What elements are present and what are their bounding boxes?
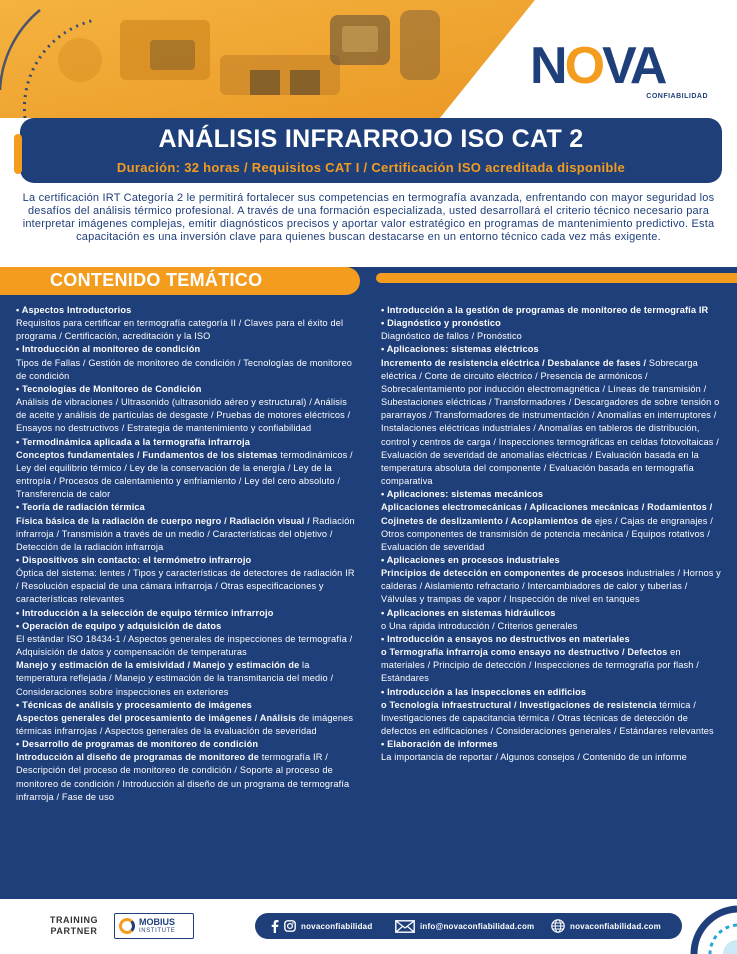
intro-paragraph: La certificación IRT Categoría 2 le permitirá fortalecer sus competencias en termografía avanzada, enfrentando con mayor seguridad los desafíos del análisis térmico profesional. A través de una formación especializada, usted desarrollará el criterio técnico necesario para interpretar imágenes complejas, emitir diagnósticos precisos y aportar valor estratégico en programas de mantenimiento predictivo. Esta capacitación es una inversión clave para quienes buscan destacarse en un entorno técnico cada vez más exigente. xyxy=(22,192,715,243)
topic-subheading: o Tecnología infraestructural / Investigaciones de resistencia xyxy=(381,699,657,710)
topic-item xyxy=(16,343,358,382)
topic-heading: • Diagnóstico y pronóstico xyxy=(381,318,501,329)
topic-item xyxy=(16,304,358,343)
topic-text: Análisis de vibraciones / Ultrasonido (ultrasonido aéreo y estructural) / Análisis de aceite y análisis de partículas de desgaste / Pruebas de motores eléctricos / Ensayos no destructivos / Estrategia de mantenimiento y confiabilidad xyxy=(16,397,351,434)
section-title: CONTENIDO TEMÁTICO xyxy=(50,270,263,290)
mobius-logo xyxy=(114,913,194,939)
topic-text: en materiales / Principio de detección / Inspecciones de termografía por flash / Estándares xyxy=(381,647,699,684)
topic-item xyxy=(16,738,358,804)
logo-wordmark: NOVA xyxy=(530,37,665,95)
topic-subheading: Introducción al diseño de programas de monitoreo de xyxy=(16,752,259,763)
topic-heading: • Introducción a la selección de equipo térmico infrarrojo xyxy=(16,607,274,618)
topic-text: Diagnóstico de fallos / Pronóstico xyxy=(381,331,522,342)
email-address: info@novaconfiabilidad.com xyxy=(420,921,535,931)
topic-text: La importancia de reportar / Algunos consejos / Contenido de un informe xyxy=(381,752,687,763)
topic-item xyxy=(16,383,358,436)
section-divider xyxy=(376,273,737,283)
topic-text: o Una rápida introducción / Criterios generales xyxy=(381,620,578,631)
content-column-right xyxy=(381,304,725,764)
topic-heading: • Introducción a las inspecciones en edificios xyxy=(381,686,587,697)
topic-item xyxy=(16,607,358,620)
topic-item xyxy=(381,317,725,343)
topic-subheading: Física básica de la radiación de cuerpo negro / Radiación visual / xyxy=(16,515,310,526)
topic-text: de imágenes térmicas infrarrojas / Aspectos generales de la evaluación de severidad xyxy=(16,712,354,736)
topic-text: Radiación infrarroja / Transmisión a través de un medio / Características del objetivo / Detección de la radiación infrarroja xyxy=(16,515,355,552)
hero-banner xyxy=(0,0,737,118)
topic-item xyxy=(381,488,725,554)
topic-subheading: Incremento de resistencia eléctrica / Desbalance de fases / xyxy=(381,357,647,368)
topic-text: térmica / Investigaciones de capacitancia térmica / Otras técnicas de detección de defectos en edificaciones / Consideraciones generales / Estándares relevantes xyxy=(381,699,714,736)
logo-tagline: CONFIABILIDAD xyxy=(646,93,708,100)
mobius-sub: INSTITUTE xyxy=(139,928,176,934)
envelope-icon xyxy=(395,920,415,933)
topic-item xyxy=(16,699,358,738)
contact-bar xyxy=(255,913,682,939)
topic-text: termografía IR / Descripción del proceso de monitoreo de condición / Soporte al proceso de monitoreo de condición / Introducción al diseño de un programa de termografía infrarroja / Fase de uso xyxy=(16,752,350,802)
topic-text: El estándar ISO 18434-1 / Aspectos generales de inspecciones de termografía / Adquisición de datos y compensación de temperaturas xyxy=(16,633,353,658)
topic-subheading: o Termografía infrarroja como ensayo no destructivo / Defectos xyxy=(381,647,668,658)
topic-subheading: Aspectos generales del procesamiento de imágenes / Análisis xyxy=(16,712,297,723)
topic-subheading: Aplicaciones electromecánicas / Aplicaciones mecánicas / Rodamientos / Cojinetes de deslizamiento / Acoplamientos de xyxy=(381,502,713,526)
website-link[interactable] xyxy=(551,919,661,933)
topic-text: la temperatura reflejada / Manejo y estimación de la transmitancia del medio / Consideraciones sobre inspecciones en exteriores xyxy=(16,660,334,697)
content-column-left xyxy=(16,304,358,804)
topic-item xyxy=(16,436,358,502)
page-subtitle: Duración: 32 horas / Requisitos CAT I / Certificación ISO acreditada disponible xyxy=(116,160,626,175)
social-handle: novaconfiabilidad xyxy=(301,921,373,931)
topic-text: Tipos de Fallas / Gestión de monitoreo de condición / Tecnologías de monitoreo de condición xyxy=(16,357,353,381)
topic-heading: • Aspectos Introductorios xyxy=(16,305,132,315)
topic-subheading: Manejo y estimación de la emisividad / Manejo y estimación de xyxy=(16,660,300,671)
topic-subheading: Conceptos fundamentales / Fundamentos de los sistemas xyxy=(16,449,278,460)
topic-heading: • Aplicaciones: sistemas eléctricos xyxy=(381,344,539,355)
corner-decoration xyxy=(688,905,737,954)
topic-item xyxy=(16,501,358,554)
topic-item xyxy=(381,633,725,686)
topic-item xyxy=(381,304,725,317)
social-link[interactable] xyxy=(271,919,372,933)
topic-item xyxy=(381,554,725,607)
topic-heading: • Dispositivos sin contacto: el termómetro infrarrojo xyxy=(16,554,252,565)
topic-subheading: Principios de detección en componentes de procesos xyxy=(381,568,624,579)
instagram-icon xyxy=(284,920,296,932)
page-title: ANÁLISIS INFRARROJO ISO CAT 2 xyxy=(158,125,584,153)
topic-heading: • Aplicaciones en sistemas hidráulicos xyxy=(381,607,556,618)
mobius-name: MOBIUS xyxy=(139,917,175,927)
topic-heading: • Tecnologías de Monitoreo de Condición xyxy=(16,383,202,394)
topic-heading: • Operación de equipo y adquisición de datos xyxy=(16,620,222,631)
topic-heading: • Desarrollo de programas de monitoreo de condición xyxy=(16,739,259,750)
website-url: novaconfiabilidad.com xyxy=(570,921,661,931)
topic-item xyxy=(381,607,725,633)
topic-text: Requisitos para certificar en termografía categoría II / Claves para el éxito del programa / Certificación, acreditación y la ISO xyxy=(16,318,344,342)
topic-text: ejes / Cajas de engranajes / Otros componentes de transmisión de potencia mecánica / Equipos rotativos / Evaluación de severidad xyxy=(381,515,713,552)
topic-item xyxy=(381,738,725,764)
topic-text: industriales / Hornos y calderas / Aislamiento refractario / Intercambiadores de calor y tuberías / Válvulas y trampas de vapor / Inspección de nivel en tanques xyxy=(381,568,721,605)
facebook-icon xyxy=(271,920,279,933)
topic-heading: • Introducción al monitoreo de condición xyxy=(16,344,201,355)
topic-heading: • Introducción a la gestión de programas de monitoreo de termografía IR xyxy=(381,305,709,315)
topic-item xyxy=(16,554,358,607)
topic-item xyxy=(16,620,358,659)
email-link[interactable] xyxy=(395,919,534,933)
topic-item xyxy=(381,686,725,739)
nova-logo xyxy=(530,38,720,104)
topic-heading: • Elaboración de informes xyxy=(381,739,498,750)
topic-text: Sobrecarga eléctrica / Corte de circuito eléctrico / Presencia de armónicos / Sobrecalentamiento por inducción electromagnética / Líneas de transmisión / Subestaciones eléctricas / Transformadores / Descargadores de sobre tensión o pararrayos / Transformadores de instrumentación / Anomalías en interruptores / Instalaciones eléctricas industriales / Anomalías en tableros de distribución, control y centros de carga / Inspecciones termográficas en celdas fotovoltaicas / Evaluación de severidad de anomalías eléctricas / Evaluación basada en la temperatura absoluta del componente / Evaluación basada en termografía comparativa xyxy=(381,357,720,487)
topic-heading: • Aplicaciones: sistemas mecánicos xyxy=(381,489,544,500)
topic-heading: • Introducción a ensayos no destructivos en materiales xyxy=(381,633,630,644)
topic-text: termodinámicos / Ley del equilibrio térmico / Ley de la conservación de la energía / Ley de la entropía / Procesos de calentamiento y enfriamiento / Ley del cero absoluto / Transferencia de calor xyxy=(16,449,353,500)
topic-heading: • Aplicaciones en procesos industriales xyxy=(381,554,560,565)
topic-heading: • Termodinámica aplicada a la termografía infrarroja xyxy=(16,436,250,447)
topic-heading: • Teoría de radiación térmica xyxy=(16,502,145,513)
mobius-mark-icon xyxy=(119,918,135,934)
globe-icon xyxy=(551,919,565,933)
topic-item xyxy=(16,659,358,698)
topic-text: Óptica del sistema: lentes / Tipos y características de detectores de radiación IR / Resolución espacial de una cámara infrarroja / Otras especificaciones y características relevantes xyxy=(16,568,355,605)
topic-item xyxy=(381,343,725,488)
topic-heading: • Técnicas de análisis y procesamiento de imágenes xyxy=(16,699,252,710)
training-partner-label: TRAINING PARTNER xyxy=(49,915,99,936)
